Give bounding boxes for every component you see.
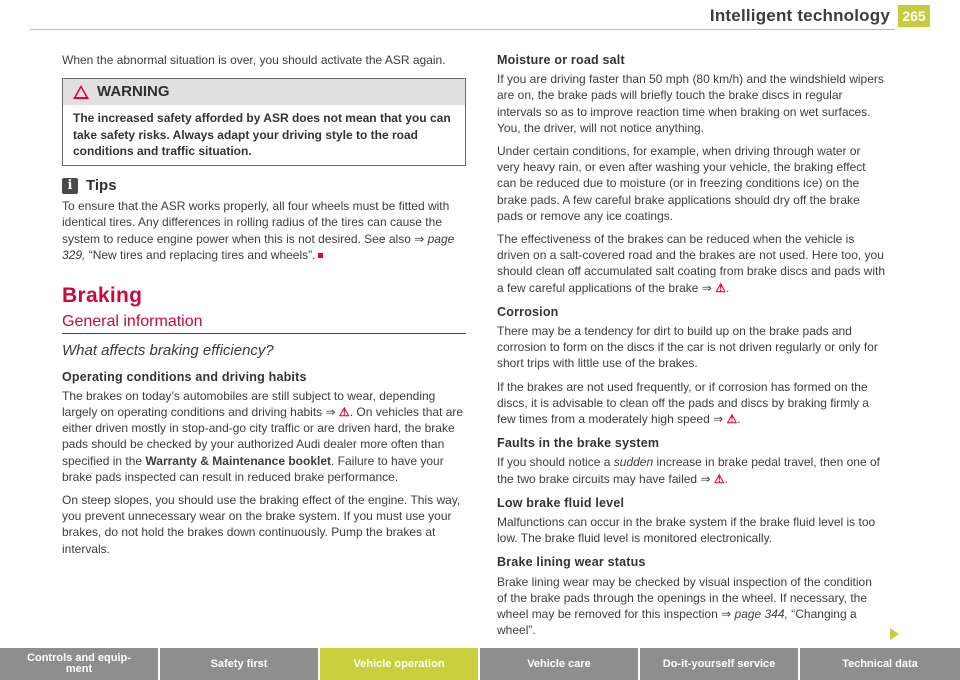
warning-header	[63, 79, 465, 105]
operating-text-2: On vehicles that are either driven mostly in stop-and-go city traffic or are driven hard, the brake pads should be checked by your authorized Audi dealer more often than specified in the	[62, 405, 464, 468]
faults-text-post: increase in brake pedal travel, then one of the two brake circuits may have failed	[497, 455, 880, 486]
lining-link-title: “Changing a wheel”.	[497, 607, 857, 638]
braking-heading: Braking	[62, 284, 143, 308]
lining-text: Brake lining wear may be checked by visual inspection of the condition of the brake pads through the openings in the wheel. If necessary, the wheel may be removed for this inspection	[497, 574, 872, 622]
footer-nav	[0, 648, 960, 680]
lining-wear-heading: Brake lining wear status	[497, 555, 646, 570]
moisture-heading: Moisture or road salt	[497, 53, 625, 67]
lining-page-link[interactable]: page 344,	[734, 607, 788, 622]
tips-link-title: “New tires and replacing tires and wheels”.	[88, 247, 316, 262]
slopes-paragraph: On steep slopes, you should use the braking effect of the engine. This way, you prevent unnecessary wear on the brake system. If you must use your brakes, do not hold the brakes down continuously. Pump the brakes at intervals.	[62, 493, 461, 556]
warning-triangle-icon	[73, 85, 89, 99]
warning-reference-icon[interactable]: ⚠	[715, 280, 726, 295]
header-divider	[30, 29, 895, 30]
continue-arrow-icon	[890, 628, 899, 640]
corrosion-paragraph-2: If the brakes are not used frequently, or if corrosion has formed on the discs, it is advisable to clean off the pads and discs by braking firmly a few times from a moderately high speed ⇒ ⚠.	[497, 379, 869, 427]
faults-sudden-text: sudden	[613, 455, 654, 470]
operating-text-1: The brakes on today’s automobiles are still subject to wear, depending largely on operating conditions and driving habits	[62, 388, 436, 420]
arrow-glyph: ⇒	[325, 405, 336, 420]
corrosion-paragraph-1: There may be a tendency for dirt to build up on the brake pads and corrosion to form on the discs if the car is not driven regularly or only for short trips with little use of the brakes.	[497, 324, 878, 371]
operating-conditions-heading: Operating conditions and driving habits	[62, 369, 307, 384]
tips-label: Tips	[86, 177, 117, 195]
moisture-paragraph-3: The effectiveness of the brakes can be reduced when the vehicle is driven on a salt-covered road and the brakes are not used. Here too, you should clean off accumulated salt coating from brake discs and pads with a few careful applications of the brake ⇒ ⚠.	[497, 232, 885, 295]
section-end-marker-icon	[318, 253, 323, 258]
warning-label: WARNING	[97, 83, 170, 101]
tab-vehicle-operation[interactable]: Vehicle operation	[320, 648, 478, 680]
faults-text-pre: If you should notice a	[497, 455, 611, 470]
question-heading: What affects braking efficiency?	[62, 342, 274, 360]
warning-reference-icon[interactable]: ⚠	[713, 471, 725, 486]
faults-heading: Faults in the brake system	[497, 436, 660, 451]
warning-text: The increased safety afforded by ASR does not mean that you can take safety risks. Always adapt your driving style to the road conditions and traffic situation.	[73, 111, 451, 158]
corrosion-heading: Corrosion	[497, 304, 559, 319]
corrosion-text-2: If the brakes are not used frequently, or if corrosion has formed on the discs, it is advisable to clean off the pads and discs by braking firmly a few times from a moderately high speed	[497, 379, 869, 427]
brake-fluid-heading: Low brake fluid level	[497, 495, 625, 510]
intro-paragraph: When the abnormal situation is over, you should activate the ASR again.	[62, 53, 446, 67]
moisture-paragraph-1: If you are driving faster than 50 mph (80 km/h) and the windshield wipers are on, the brake pads will briefly touch the brake discs in regular intervals so as to improve reaction time when braking on wet surfaces. You, the driver, will not notice anything.	[497, 72, 884, 135]
page-number-badge: 265	[898, 5, 930, 27]
faults-paragraph: If you should notice a sudden increase in brake pedal travel, then one of the two brake circuits may have failed ⇒ ⚠.	[497, 455, 880, 486]
tips-text: To ensure that the ASR works properly, all four wheels must be fitted with identical tires. Any differences in rolling radius of the tires can cause the system to reduce engine power when this is not desired. See also	[62, 199, 450, 246]
arrow-glyph: ⇒	[713, 412, 724, 427]
tab-controls-and-equipment[interactable]: Controls and equip- ment	[0, 648, 158, 680]
arrow-glyph: ⇒	[721, 607, 732, 622]
info-icon: i	[62, 178, 78, 194]
brake-fluid-paragraph: Malfunctions can occur in the brake system if the brake fluid level is too low. The brake fluid level is monitored electronically.	[497, 515, 876, 546]
moisture-paragraph-2: Under certain conditions, for example, when driving through water or very heavy rain, or even after washing your vehicle, the braking effect can be reduced due to moisture (or in freezing conditions ice) on the brake pads. A few careful brake applications should dry off the brake pads or remove any ice coatings.	[497, 144, 866, 223]
left-column	[62, 52, 466, 564]
tab-safety-first[interactable]: Safety first	[160, 648, 318, 680]
tab-vehicle-care[interactable]: Vehicle care	[480, 648, 638, 680]
lining-wear-paragraph	[497, 574, 885, 639]
warning-reference-icon[interactable]: ⚠	[726, 412, 738, 427]
right-column	[497, 52, 885, 646]
moisture-text-3: The effectiveness of the brakes can be reduced when the vehicle is driven on a salt-covered road and the brakes are not used. Here too, you should clean off accumulated salt coating from brake discs and pads with a few careful applications of the brake	[497, 232, 885, 295]
tab-technical-data[interactable]: Technical data	[800, 648, 960, 680]
tab-do-it-yourself-service[interactable]: Do-it-yourself service	[640, 648, 798, 680]
warning-reference-icon[interactable]: ⚠	[338, 405, 350, 420]
page-header-title: Intelligent technology	[709, 6, 890, 25]
operating-conditions-paragraph: The brakes on today’s automobiles are still subject to wear, depending largely on operating conditions and driving habits ⇒ ⚠. On vehicles that are either driven mostly in stop-and-go city traffic or are driven hard, the brake pads should be checked by your authorized Audi dealer more often than specified in the Warranty & Maintenance booklet. Failure to have your brake pads inspected can result in reduced brake performance.	[62, 388, 464, 484]
warning-box	[62, 78, 466, 166]
arrow-glyph: ⇒	[701, 280, 712, 295]
warranty-booklet-text: Warranty & Maintenance booklet	[145, 453, 331, 468]
arrow-glyph: ⇒	[414, 231, 425, 246]
tips-header	[62, 178, 466, 194]
general-information-heading: General information	[62, 314, 466, 334]
tips-page-link[interactable]: page 329,	[62, 231, 455, 262]
operating-text-3: . Failure to have your brake pads inspected can result in reduced brake performance.	[62, 453, 444, 484]
arrow-glyph: ⇒	[700, 471, 711, 486]
tips-paragraph	[62, 198, 466, 263]
